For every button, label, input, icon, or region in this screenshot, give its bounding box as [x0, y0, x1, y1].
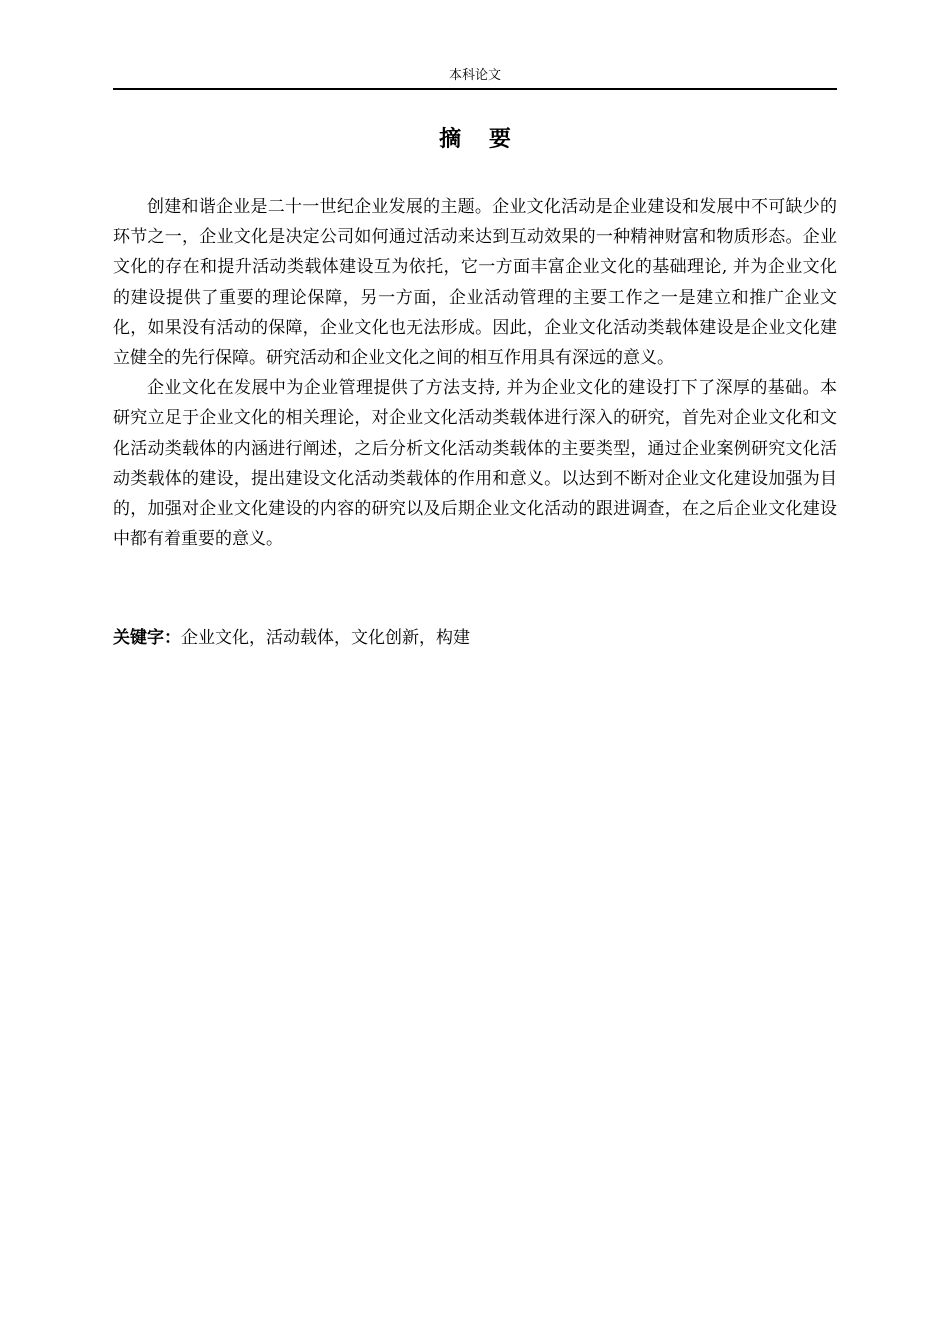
- keywords-value: 企业文化，活动载体，文化创新，构建: [181, 628, 470, 648]
- keywords-label: 关键字：: [113, 628, 181, 648]
- abstract-title: 摘 要: [439, 127, 521, 152]
- abstract-paragraph-1: 创建和谐企业是二十一世纪企业发展的主题。企业文化活动是企业建设和发展中不可缺少的环节之一，企业文化是决定公司如何通过活动来达到互动效果的一种精神财富和物质形态。企业文化的存在和提升活动类载体建设互为依托，它一方面丰富企业文化的基础理论, 并为企业文化的建设提供了重要的理论保障，另一方面，企业活动管理的主要工作之一是建立和推广企业文化，如果没有活动的保障，企业文化也无法形成。因此，企业文化活动类载体建设是企业文化建立健全的先行保障。研究活动和企业文化之间的相互作用具有深远的意义。: [113, 197, 837, 369]
- keywords-line: [113, 624, 837, 652]
- header-rule: [113, 88, 837, 90]
- running-header: 本科论文: [448, 68, 501, 83]
- abstract-paragraph-2: 企业文化在发展中为企业管理提供了方法支持, 并为企业文化的建设打下了深厚的基础。本研究立足于企业文化的相关理论，对企业文化活动类载体进行深入的研究，首先对企业文化和文化活动类载体的内涵进行阐述，之后分析文化活动类载体的主要类型，通过企业案例研究文化活动类载体的建设，提出建设文化活动类载体的作用和意义。以达到不断对企业文化建设加强为目的，加强对企业文化建设的内容的研究以及后期企业文化活动的跟进调查，在之后企业文化建设中都有着重要的意义。: [113, 378, 837, 550]
- abstract-body: [113, 192, 837, 554]
